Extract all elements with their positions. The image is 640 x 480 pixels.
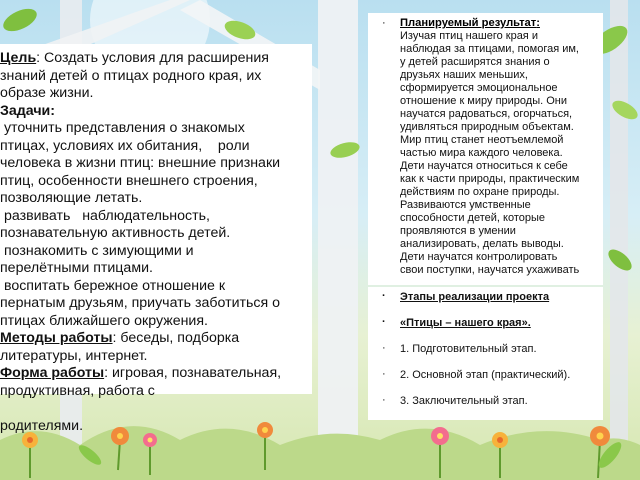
task-line: человека в жизни птиц: внешние признаки — [0, 155, 281, 171]
goal-text-line: образе жизни. — [0, 85, 94, 101]
goals-tasks-panel — [0, 44, 312, 434]
tasks-heading — [0, 103, 312, 121]
planned-result-title-colon: : — [536, 17, 540, 29]
form-text: : игровая, познавательная, — [104, 365, 282, 381]
result-line: удивляться природным объектам. — [400, 121, 574, 133]
form-text-line: продуктивная, работа с — [0, 382, 155, 399]
result-line: Развиваются умственные — [400, 199, 531, 211]
goal-label: Цель — [0, 50, 37, 66]
task-line: пернатым друзьям, приучать заботиться о — [0, 295, 281, 311]
result-line: Дети научатся контролировать — [400, 251, 558, 263]
bullet-icon: · — [382, 290, 386, 302]
tree-trunk-right — [610, 0, 628, 480]
result-line: наблюдая за птицами, помогая им, — [400, 43, 579, 55]
task-line: уточнить представления о знакомых — [0, 120, 245, 136]
result-line: действиям по охране природы. — [400, 186, 560, 198]
task-line: перелётными птицами. — [0, 260, 153, 276]
stage-item — [368, 395, 597, 408]
project-stages-panel — [368, 287, 603, 420]
project-name — [368, 317, 597, 330]
result-line: научатся радоваться, огорчаться, — [400, 108, 573, 120]
result-line: отношение к миру природы. Они — [400, 95, 567, 107]
result-line: свои поступки, научатся ухаживать — [400, 264, 580, 276]
task-line: позволяющие летать. — [0, 190, 143, 206]
task-line: птицах, условиях их обитания, роли — [0, 137, 250, 154]
stage-item-text: 2. Основной этап (практический). — [400, 369, 571, 381]
tasks-label: Задачи: — [0, 102, 56, 119]
task-line: птиц, особенности внешнего строения, — [0, 172, 258, 189]
result-line: у детей расширятся знания о — [400, 56, 550, 68]
result-line: анализировать, делать выводы. — [400, 238, 564, 250]
result-line: сформируется эмоциональное — [400, 82, 558, 94]
planned-result-block — [368, 17, 597, 277]
stage-item-text: 1. Подготовительный этап. — [400, 343, 537, 355]
stage-item-text: 3. Заключительный этап. — [400, 395, 528, 407]
result-line: проявляются в умении — [400, 225, 516, 237]
result-line: способности детей, которые — [400, 212, 545, 224]
result-line: Дети научатся относиться к себе — [400, 160, 568, 172]
tree-trunk-mid — [318, 0, 358, 480]
form-line — [0, 365, 312, 383]
result-line: друзьях наших меньших, — [400, 69, 528, 81]
form-label: Форма работы — [0, 365, 105, 381]
methods-text: : беседы, подборка — [112, 330, 240, 346]
bullet-icon: · — [382, 342, 386, 354]
bullet-icon: · — [382, 316, 386, 328]
task-line: познакомить с зимующими и — [0, 242, 194, 259]
stage-item — [368, 343, 597, 356]
result-line: частью мира каждого человека. — [400, 147, 563, 159]
bullet-icon: · — [382, 394, 386, 406]
result-line: Мир птиц станет неотъемлемой — [400, 134, 564, 146]
stages-title-text: Этапы реализации проекта — [400, 291, 550, 303]
result-line: Изучая птиц нашего края и — [400, 30, 538, 42]
result-line: как к части природы, практическим — [400, 173, 580, 185]
planned-result-panel — [368, 13, 603, 285]
methods-label: Методы работы — [0, 330, 113, 346]
planned-result-title-text: Планируемый результат — [400, 17, 537, 29]
leaf — [0, 4, 40, 36]
goal-text: : Создать условия для расширения — [36, 50, 269, 66]
task-line: воспитать бережное отношение к — [0, 277, 226, 294]
stage-item — [368, 369, 597, 382]
methods-line — [0, 330, 312, 348]
stages-title — [368, 291, 597, 304]
task-line: развивать наблюдательность, — [0, 207, 210, 224]
form-text-line-empty — [0, 400, 312, 418]
methods-text-line: литературы, интернет. — [0, 347, 148, 364]
bullet-icon: · — [382, 17, 386, 29]
project-name-text: «Птицы – нашего края». — [400, 317, 531, 329]
form-text-line: родителями. — [0, 417, 84, 434]
planned-result-title — [400, 17, 597, 30]
task-line: познавательную активность детей. — [0, 225, 231, 241]
goal-line — [0, 50, 312, 68]
bullet-icon: · — [382, 368, 386, 380]
goal-text-line: знаний детей о птицах родного края, их — [0, 67, 262, 84]
task-line: птицах ближайшего окружения. — [0, 312, 208, 329]
